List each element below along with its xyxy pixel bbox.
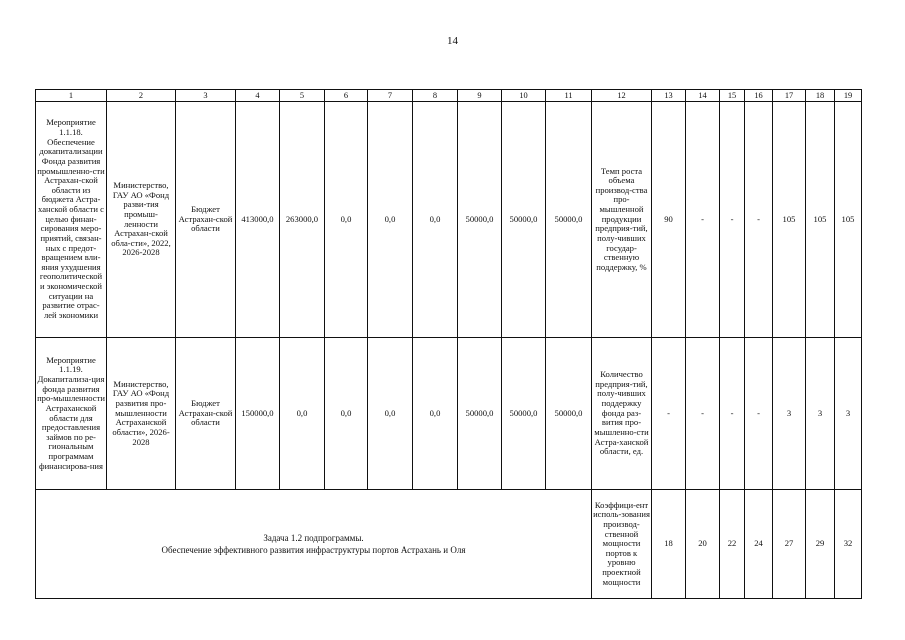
header-cell: 7 bbox=[368, 90, 413, 102]
indicator-value-cell: 3 bbox=[773, 338, 806, 490]
header-cell: 5 bbox=[280, 90, 325, 102]
header-cell: 8 bbox=[413, 90, 458, 102]
activity-name: Мероприятие 1.1.18. Обеспечение докапитализации Фонда развития промышленно-сти Астрахан-ской области из бюджета Астра-ханской области с целью финан-сирования меро-приятий, связан-ных с предот-вращением вли-яния ухудшения геополитической и экономической ситуации на развитие отрас-лей экономики bbox=[37, 118, 105, 320]
executor-cell: Министерство, ГАУ АО «Фонд развития про-мышленности Астраханской области», 2026-2028 bbox=[107, 338, 176, 490]
header-cell: 2 bbox=[107, 90, 176, 102]
indicator-value-cell: 18 bbox=[652, 490, 686, 599]
program-table bbox=[35, 89, 862, 599]
indicator-value-cell: 3 bbox=[835, 338, 862, 490]
header-cell: 6 bbox=[325, 90, 368, 102]
amount-cell: 50000,0 bbox=[502, 102, 546, 338]
indicator-value-cell: 105 bbox=[835, 102, 862, 338]
amount-cell: 0,0 bbox=[325, 338, 368, 490]
indicator-value-cell: - bbox=[745, 102, 773, 338]
amount-cell: 50000,0 bbox=[458, 338, 502, 490]
indicator-cell bbox=[592, 490, 652, 599]
header-cell: 17 bbox=[773, 90, 806, 102]
indicator-value-cell: 22 bbox=[720, 490, 745, 599]
indicator-value-cell: 27 bbox=[773, 490, 806, 599]
funding-source-cell: Бюджет Астрахан-ской области bbox=[176, 338, 236, 490]
header-cell: 12 bbox=[592, 90, 652, 102]
header-cell: 3 bbox=[176, 90, 236, 102]
indicator-value-cell: - bbox=[652, 338, 686, 490]
header-cell: 16 bbox=[745, 90, 773, 102]
header-cell: 10 bbox=[502, 90, 546, 102]
amount-cell: 0,0 bbox=[368, 102, 413, 338]
header-cell: 11 bbox=[546, 90, 592, 102]
amount-cell: 0,0 bbox=[368, 338, 413, 490]
task-title: Задача 1.2 подпрограммы. bbox=[263, 532, 364, 543]
amount-cell: 0,0 bbox=[325, 102, 368, 338]
indicator-value-cell: 3 bbox=[806, 338, 835, 490]
task-description: Обеспечение эффективного развития инфраструктуры портов Астрахань и Оля bbox=[161, 545, 466, 555]
indicator-value-cell: - bbox=[686, 338, 720, 490]
indicator-value-cell: - bbox=[686, 102, 720, 338]
executor-cell: Министерство, ГАУ АО «Фонд разви-тия промыш-ленности Астрахан-ской обла-сти», 2022, 2026-2028 bbox=[107, 102, 176, 338]
activity-name-cell bbox=[36, 338, 107, 490]
header-cell: 15 bbox=[720, 90, 745, 102]
activity-name-cell bbox=[36, 102, 107, 338]
indicator-value-cell: 90 bbox=[652, 102, 686, 338]
indicator-value-cell: 24 bbox=[745, 490, 773, 599]
header-cell: 4 bbox=[236, 90, 280, 102]
indicator-value-cell: - bbox=[720, 338, 745, 490]
indicator-value-cell: 105 bbox=[806, 102, 835, 338]
amount-cell: 0,0 bbox=[280, 338, 325, 490]
indicator-value-cell: 105 bbox=[773, 102, 806, 338]
task-heading-cell bbox=[36, 490, 592, 599]
header-cell: 13 bbox=[652, 90, 686, 102]
table-row bbox=[36, 338, 862, 490]
page-number: 14 bbox=[447, 35, 458, 47]
indicator-value-cell: - bbox=[720, 102, 745, 338]
funding-source-cell: Бюджет Астрахан-ской области bbox=[176, 102, 236, 338]
amount-cell: 263000,0 bbox=[280, 102, 325, 338]
header-cell: 9 bbox=[458, 90, 502, 102]
amount-total-cell: 150000,0 bbox=[236, 338, 280, 490]
header-cell: 1 bbox=[36, 90, 107, 102]
table-header-row bbox=[36, 90, 862, 102]
amount-cell: 0,0 bbox=[413, 102, 458, 338]
amount-cell: 50000,0 bbox=[458, 102, 502, 338]
header-cell: 18 bbox=[806, 90, 835, 102]
activity-name: Мероприятие 1.1.19. Докапитализа-ция фонда развития про-мышленности Астраханской области для предоставления займов по ре-гиональным программам финансирова-ния bbox=[37, 355, 105, 471]
indicator-cell: Количество предприя-тий, полу-чивших поддержку фонда раз-вития про-мышленно-сти Астра-ханской области, ед. bbox=[592, 338, 652, 490]
indicator-value-cell: 20 bbox=[686, 490, 720, 599]
header-cell: 14 bbox=[686, 90, 720, 102]
amount-cell: 0,0 bbox=[413, 338, 458, 490]
indicator-cell: Темп роста объема производ-ства про-мышленной продукции предприя-тий, полу-чивших государ-ственную поддержку, % bbox=[592, 102, 652, 338]
table-row bbox=[36, 102, 862, 338]
indicator-value-cell: 29 bbox=[806, 490, 835, 599]
amount-cell: 50000,0 bbox=[546, 338, 592, 490]
amount-cell: 50000,0 bbox=[502, 338, 546, 490]
indicator-value-cell: 32 bbox=[835, 490, 862, 599]
task-row bbox=[36, 490, 862, 599]
indicator-value-cell: - bbox=[745, 338, 773, 490]
amount-cell: 50000,0 bbox=[546, 102, 592, 338]
indicator-text: Коэффици-ент исполь-зования производ-ственной мощности портов к уровню проектной мощности bbox=[593, 500, 650, 587]
header-cell: 19 bbox=[835, 90, 862, 102]
amount-total-cell: 413000,0 bbox=[236, 102, 280, 338]
